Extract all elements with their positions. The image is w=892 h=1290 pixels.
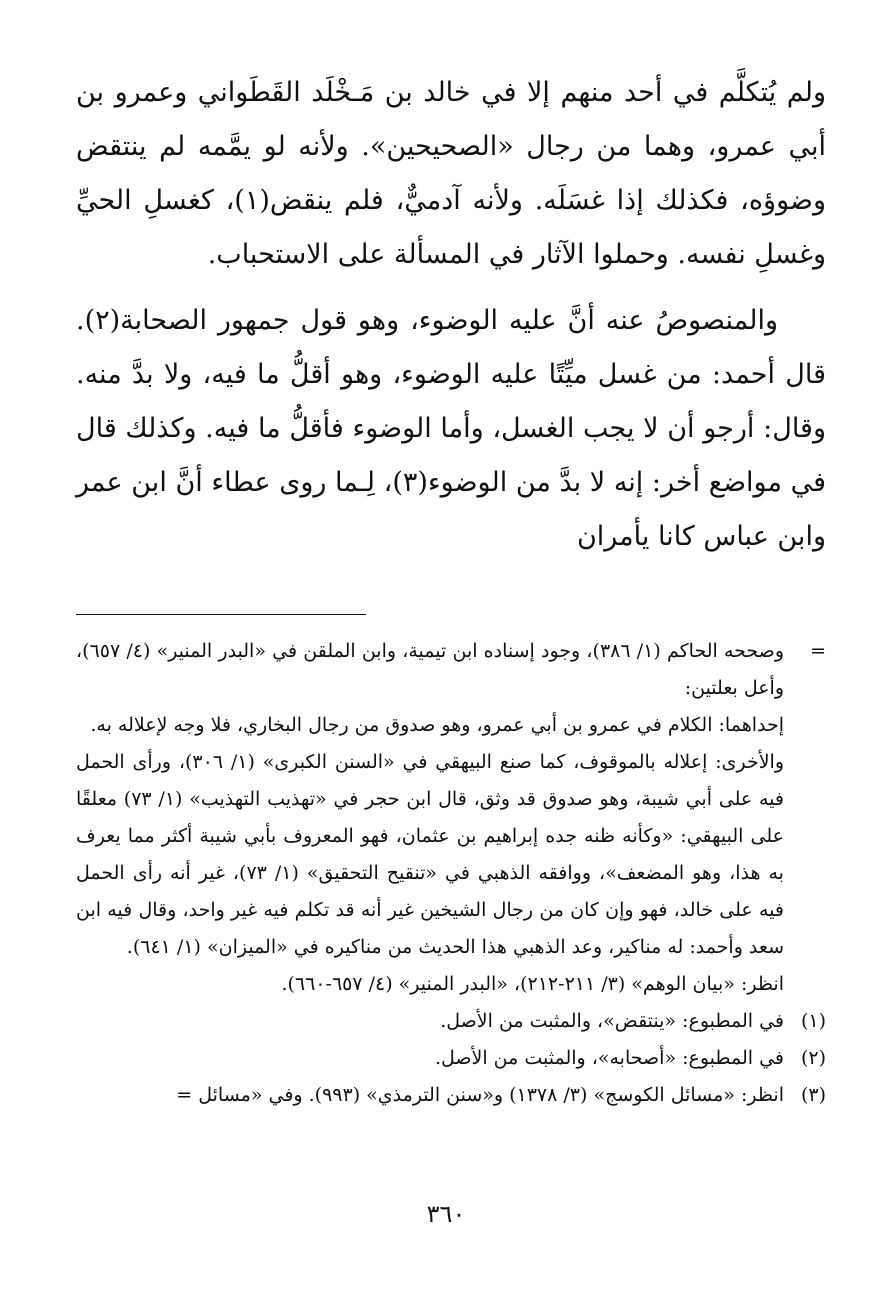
footnote-text: في المطبوع: «ينتقض»، والمثبت من الأصل. <box>440 1010 784 1032</box>
footnote-text: وصححه الحاكم (١/ ٣٨٦)، وجود إسناده ابن تيمية، وابن الملقن في «البدر المنير» (٤/ ٦٥٧)، وأعل بعلتين: <box>76 640 784 699</box>
footnote-text: في المطبوع: «أصحابه»، والمثبت من الأصل. <box>434 1047 784 1069</box>
footnote-2 <box>76 1040 826 1077</box>
footnote-number: (٣) <box>800 1084 826 1106</box>
footnote-number: (٢) <box>800 1047 826 1069</box>
footnote-number: (١) <box>800 1010 826 1032</box>
main-paragraph: والمنصوصُ عنه أنَّ عليه الوضوء، وهو قول جمهور الصحابة(٢). قال أحمد: من غسل ميِّتًا عليه الوضوء، وهو أقلُّ ما فيه، ولا بدَّ منه. وقال: أرجو أن لا يجب الغسل، وأما الوضوء فأقلُّ ما فيه. وكذلك قال في مواضع أخر: إنه لا بدَّ من الوضوء(٣)، لِـما روى عطاء أنَّ ابن عمر وابن عباس كانا يأمران <box>76 305 826 552</box>
footnote-text: انظر: «بيان الوهم» (٣/ ٢١١-٢١٢)، «البدر المنير» (٤/ ٦٥٧-٦٦٠). <box>281 973 784 995</box>
footnote-separator <box>76 614 366 615</box>
continuation-mark: = <box>810 640 826 662</box>
main-text <box>76 66 826 564</box>
page-number: ٣٦٠ <box>426 1200 466 1228</box>
main-paragraph: ولم يُتكلَّم في أحد منهم إلا في خالد بن مَـخْلَد القَطَواني وعمرو بن أبي عمرو، وهما من رجال «الصحيحين». ولأنه لو يمَّمه لم ينتقض وضوؤه، فكذلك إذا غسَلَه. ولأنه آدميٌّ، فلم ينقض(١)، كغسلِ الحيِّ وغسلِ نفسه. وحملوا الآثار في المسألة على الاستحباب. <box>76 77 826 270</box>
footnote-text: إحداهما: الكلام في عمرو بن أبي عمرو، وهو صدوق من رجال البخاري، فلا وجه لإعلاله به. <box>90 714 784 736</box>
footnotes <box>76 633 826 1114</box>
footnote-continuation <box>76 633 826 1003</box>
footnote-1 <box>76 1003 826 1040</box>
footnote-3 <box>76 1077 826 1114</box>
footnote-text: والأخرى: إعلاله بالموقوف، كما صنع البيهقي في «السنن الكبرى» (١/ ٣٠٦)، ورأى الحمل فيه على أبي شيبة، وهو صدوق قد وثق، قال ابن حجر في «تهذيب التهذيب» (١/ ٧٣) معلقًا على البيهقي: «وكأنه ظنه جده إبراهيم بن عثمان، فهو المعروف بأبي شيبة أكثر مما يعرف به هذا، وهو المضعف»، ووافقه الذهبي في «تنقيح التحقيق» (١/ ٧٣)، غير أنه رأى الحمل فيه على خالد، فهو وإن كان من رجال الشيخين غير أنه قد تكلم فيه غير واحد، وقال فيه ابن سعد وأحمد: له مناكير، وعد الذهبي هذا الحديث من مناكيره في «الميزان» (١/ ٦٤١). <box>76 751 784 958</box>
footnote-text: انظر: «مسائل الكوسج» (٣/ ١٣٧٨) و«سنن الترمذي» (٩٩٣). وفي «مسائل = <box>176 1084 784 1106</box>
